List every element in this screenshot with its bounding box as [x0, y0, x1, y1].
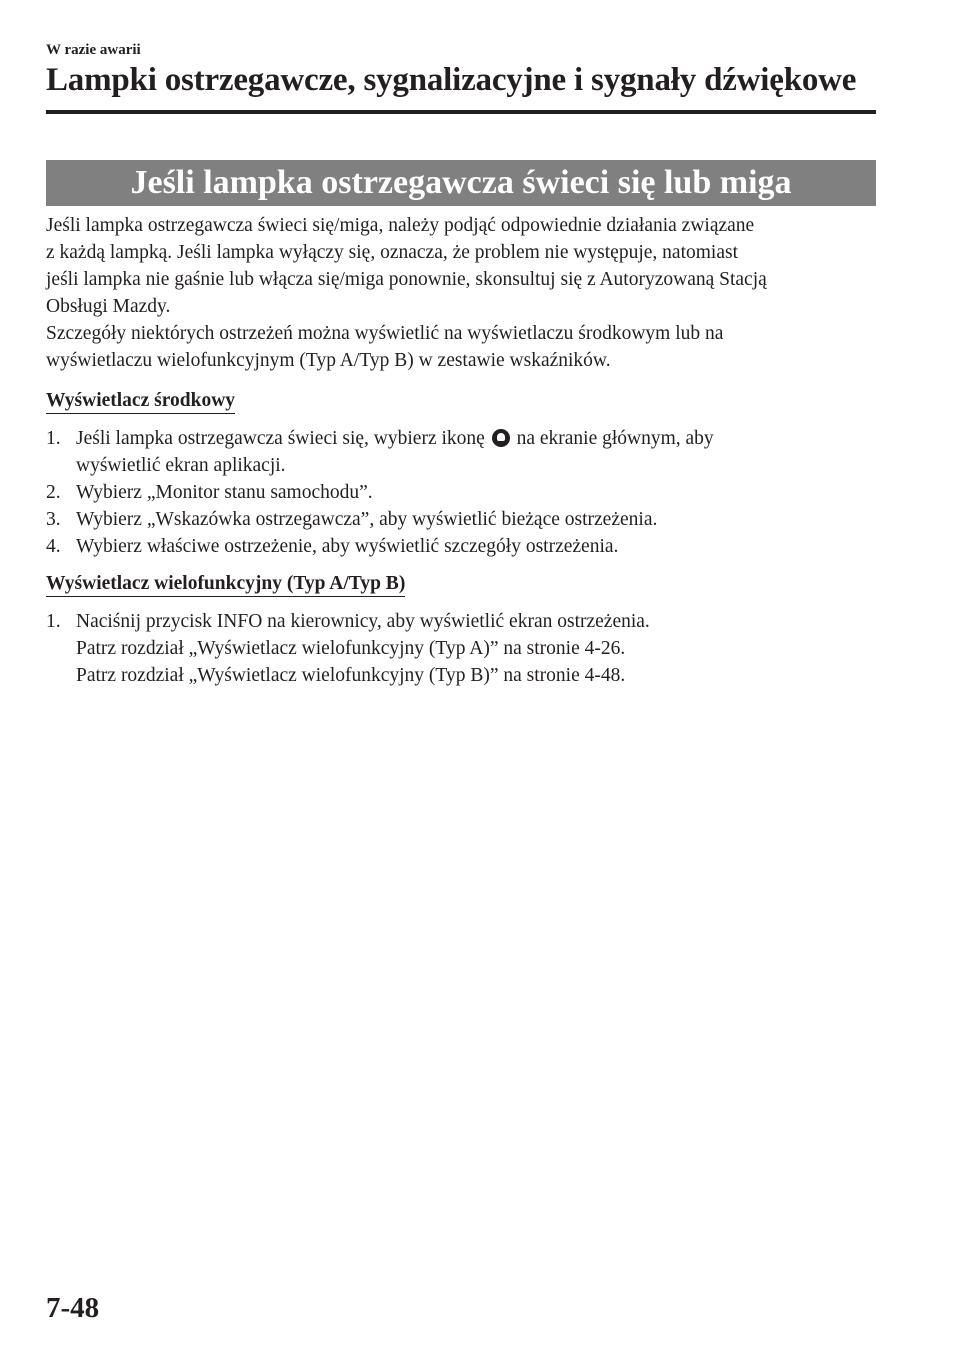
center-display-heading: Wyświetlacz środkowy: [46, 390, 235, 414]
section-banner: Jeśli lampka ostrzegawcza świeci się lub miga: [46, 160, 876, 206]
step-text: Wybierz właściwe ostrzeżenie, aby wyświetlić szczegóły ostrzeżenia.: [76, 536, 619, 557]
chapter-title: Lampki ostrzegawcze, sygnalizacyjne i sygnały dźwiękowe: [46, 62, 857, 98]
center-display-steps: [46, 425, 896, 560]
step-number: 2.: [46, 482, 61, 503]
text-line: wyświetlaczu wielofunkcyjnym (Typ A/Typ B) w zestawie wskaźników.: [46, 350, 611, 371]
text-line: Jeśli lampka ostrzegawcza świeci się/miga, należy podjąć odpowiednie działania związane: [46, 215, 755, 236]
text-line: Szczegóły niektórych ostrzeżeń można wyświetlić na wyświetlaczu środkowym lub na: [46, 323, 724, 344]
text-line: Obsługi Mazdy.: [46, 296, 171, 317]
intro-paragraph: [46, 212, 896, 320]
step-text: Wybierz „Wskazówka ostrzegawcza”, aby wyświetlić bieżące ostrzeżenia.: [76, 509, 658, 530]
list-item: [46, 608, 896, 689]
page-reference: Patrz rozdział „Wyświetlacz wielofunkcyjny (Typ A)” na stronie 4-26.: [76, 638, 626, 659]
list-item: [46, 479, 896, 506]
step-text: Wybierz „Monitor stanu samochodu”.: [76, 482, 373, 503]
list-item: [46, 533, 896, 560]
text-line: jeśli lampka nie gaśnie lub włącza się/miga ponownie, skonsultuj się z Autoryzowaną Stacją: [46, 269, 767, 290]
step-number: 4.: [46, 536, 61, 557]
details-paragraph: [46, 320, 896, 374]
step-number: 1.: [46, 611, 61, 632]
body-text: [46, 212, 896, 689]
section-label: W razie awarii: [46, 42, 141, 58]
step-text: wyświetlić ekran aplikacji.: [76, 455, 286, 476]
step-text: Naciśnij przycisk INFO na kierownicy, aby wyświetlić ekran ostrzeżenia.: [76, 611, 650, 632]
header-rule: [46, 110, 876, 114]
step-text: Jeśli lampka ostrzegawcza świeci się, wybierz ikonę: [76, 428, 485, 449]
step-number: 1.: [46, 428, 61, 449]
page-reference: Patrz rozdział „Wyświetlacz wielofunkcyjny (Typ B)” na stronie 4-48.: [76, 665, 626, 686]
step-text: na ekranie głównym, aby: [516, 428, 714, 449]
page-number: 7-48: [46, 1292, 100, 1324]
multi-display-heading: Wyświetlacz wielofunkcyjny (Typ A/Typ B): [46, 573, 405, 597]
list-item: [46, 506, 896, 533]
list-item: [46, 425, 896, 479]
step-number: 3.: [46, 509, 61, 530]
text-line: z każdą lampką. Jeśli lampka wyłączy się, oznacza, że problem nie występuje, natomiast: [46, 242, 738, 263]
application-icon: [492, 429, 510, 447]
multi-display-steps: [46, 608, 896, 689]
